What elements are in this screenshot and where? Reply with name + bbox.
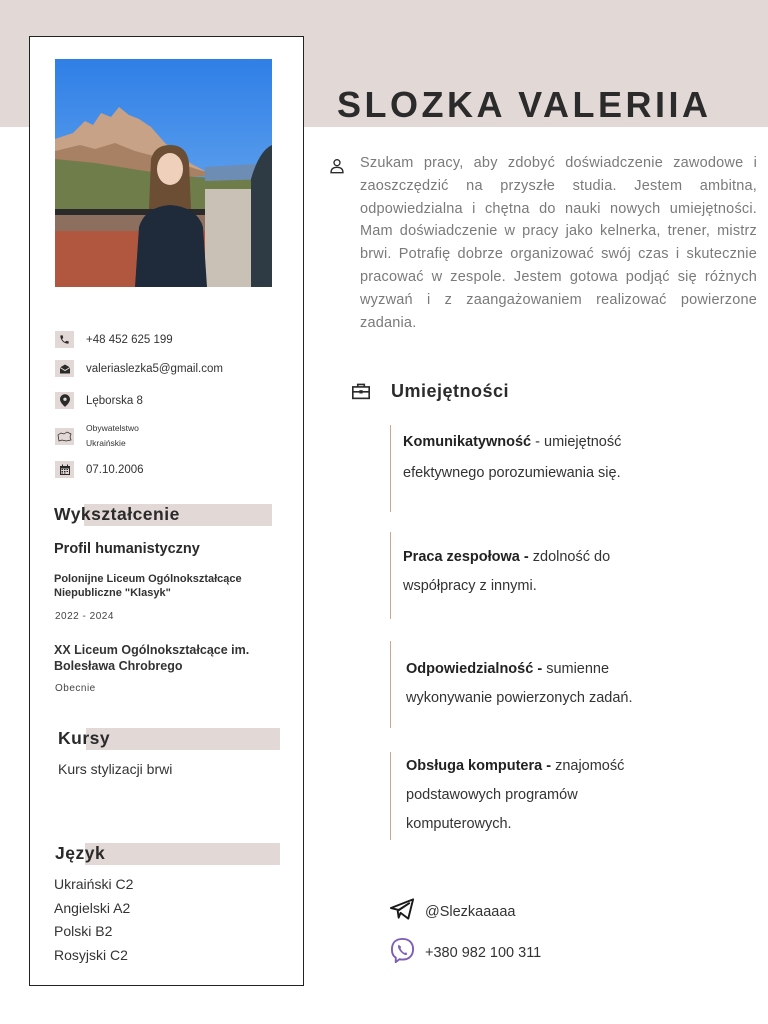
email-address: valeriaslezka5@gmail.com [86, 362, 223, 375]
phone-number: +48 452 625 199 [86, 333, 173, 346]
course-item: Kurs stylizacji brwi [58, 761, 173, 777]
profile-photo [55, 59, 272, 287]
language-item: Rosyjski C2 [54, 947, 128, 963]
skill-desc: zdolność do [532, 549, 611, 565]
telegram-handle: @Slezkaaaaa [425, 903, 516, 920]
language-item: Ukraiński C2 [54, 876, 134, 892]
education-profile: Profil humanistyczny [54, 541, 200, 557]
language-item: Polski B2 [54, 923, 113, 939]
skill-separator: - [531, 434, 544, 450]
citizenship-block [86, 421, 139, 451]
skills-heading: Umiejętności [391, 381, 510, 401]
courses-heading-bar [86, 728, 280, 750]
telegram-contact[interactable] [390, 898, 516, 925]
skill-line [403, 543, 610, 573]
skill-item [390, 641, 750, 728]
citizenship-value: Ukraińskie [86, 438, 126, 448]
address: Lęborska 8 [86, 394, 143, 407]
skill-item [390, 752, 750, 840]
languages-heading-text: Język [55, 843, 106, 863]
skill-desc: sumienne [546, 661, 610, 677]
skill-line [403, 428, 621, 458]
languages-heading [55, 843, 280, 865]
education-heading-text: Wykształcenie [54, 504, 180, 524]
skill-name: Odpowiedzialność - [406, 661, 543, 677]
skill-line: wykonywanie powierzonych zadań. [406, 690, 633, 706]
skill-line: komputerowych. [406, 816, 512, 832]
education-heading [54, 504, 274, 526]
contact-citizenship [55, 421, 139, 451]
full-name: SLOZKA VALERIIA [337, 84, 712, 125]
education-school-1: Polonijne Liceum Ogólnokształcące Niepubliczne "Klasyk" [54, 573, 242, 599]
about-text: Szukam pracy, aby zdobyć doświadczenie zawodowe i zaoszczędzić na przyszłe studia. Jestem ambitna, odpowiedzialna i chętna do nauki nowych umiejętności. Mam doświadczenie w pracy jako kelnerka, trener, mistrz brwi. Potrafię dobrze organizować swój czas i skutecznie pracować w zespole. Jestem gotowa podjąć się różnych wyzwań i z zaangażowaniem realizować powierzone zadania. [360, 155, 757, 331]
person-icon [329, 158, 345, 179]
contact-email [55, 360, 223, 377]
skill-name: Obsługa komputera - [406, 758, 552, 774]
envelope-icon [55, 360, 74, 377]
skill-line: współpracy z innymi. [403, 578, 537, 594]
profile-photo-image [55, 59, 272, 287]
skill-item [390, 532, 750, 619]
skill-line: podstawowych programów [406, 787, 578, 803]
map-icon [55, 428, 74, 445]
viber-contact[interactable] [390, 938, 541, 968]
skill-line [406, 752, 624, 782]
languages-heading-bar [85, 843, 280, 865]
briefcase-icon [351, 382, 371, 405]
skill-name: Komunikatywność [403, 434, 532, 450]
skill-line: efektywnego porozumiewania się. [403, 465, 621, 481]
viber-icon [390, 938, 415, 968]
location-pin-icon [55, 392, 74, 409]
skill-name: Praca zespołowa - [403, 549, 529, 565]
courses-heading-text: Kursy [58, 728, 111, 748]
education-dates-1: 2022 - 2024 [55, 611, 114, 622]
birthdate: 07.10.2006 [86, 463, 144, 476]
skill-line [406, 655, 609, 685]
phone-icon [55, 331, 74, 348]
skill-desc: znajomość [555, 758, 625, 774]
education-school-2: XX Liceum Ogólnokształcące im. Bolesława Chrobrego [54, 643, 250, 673]
contact-address [55, 392, 143, 409]
courses-heading [58, 728, 280, 750]
calendar-icon [55, 461, 74, 478]
skill-desc: umiejętność [544, 434, 622, 450]
contact-phone [55, 331, 173, 348]
contact-birthdate [55, 461, 144, 478]
skill-item [390, 425, 750, 512]
education-dates-2: Obecnie [55, 683, 96, 694]
language-item: Angielski A2 [54, 900, 131, 916]
citizenship-label: Obywatelstwo [86, 423, 139, 433]
viber-number: +380 982 100 311 [425, 945, 542, 961]
sidebar [29, 36, 304, 986]
telegram-icon [390, 898, 415, 925]
